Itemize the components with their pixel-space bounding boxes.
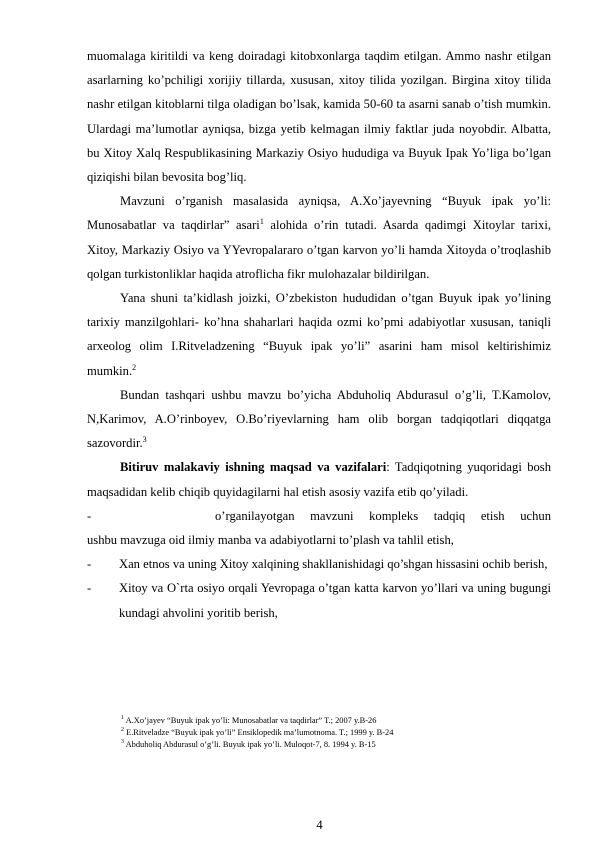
list-item <box>87 576 551 624</box>
footnote-text: Abduholiq Abdurasul o’g’li. Buyuk ipak yo’li. Muloqot-7, 8. 1994 y. B-15 <box>124 740 376 750</box>
footnote-1 <box>121 715 561 727</box>
paragraph-3 <box>87 286 551 383</box>
footnote-text: E.Ritveladze “Buyuk ipak yo’li” Ensiklopedik ma’lumotnoma. T.; 1999 y. B-24 <box>124 728 394 738</box>
paragraph-2-text-a: Mavzuni o’rganish masalasida ayniqsa, A.Xo’jayevning “Buyuk ipak yo’li: Munosabatlar va taqdirlar” asari <box>87 194 551 233</box>
paragraph-6-text-a: o’rganilayotgan mavzuni kompleks tadqiq etish uchun <box>215 508 551 523</box>
section-heading: Bitiruv malakaviy ishning maqsad va vazifalari <box>120 460 387 475</box>
paragraph-5 <box>87 455 551 503</box>
footnote-number: 3 <box>121 739 124 746</box>
footnote-number: 1 <box>121 715 124 722</box>
footnote-ref-2: 2 <box>132 362 137 372</box>
paragraph-2-text-b: alohida o’rin tutadi. Asarda qadimgi Xitoylar tarixi, Xitoy, Markaziy Osiyo va YYevropalararo o’tgan karvon yo’li hamda Xitoyda o’troqlashib qolgan turkistonliklar haqida atroflicha fikr mulohazalar bildirilgan. <box>87 218 551 281</box>
paragraph-6-text-b: ushbu mavzuga oid ilmiy manba va adabiyotlarni to’plash va tahlil etish, <box>87 533 454 548</box>
paragraph-4 <box>87 383 551 456</box>
page-body <box>87 44 551 625</box>
list-dash: - <box>87 508 92 523</box>
footnote-number: 2 <box>121 727 124 734</box>
list-item-text: Xitoy va O`rta osiyo orqali Yevropaga o’tgan katta karvon yo’llari va uning bugungi kundagi ahvolini yoritib berish, <box>119 581 551 620</box>
footnote-3 <box>121 739 561 751</box>
footnote-2 <box>121 727 561 739</box>
list-item-text: Xan etnos va uning Xitoy xalqining shakllanishidagi qo’shgan hissasini ochib berish, <box>119 557 548 572</box>
footnote-text: A.Xo’jayev “Buyuk ipak yo’li: Munosabatlar va taqdirlar” T.; 2007 y.B-26 <box>124 716 377 725</box>
page-number: 4 <box>316 818 323 832</box>
paragraph-1: muomalaga kiritildi va keng doiradagi kitobxonlarga taqdim etilgan. Ammo nashr etilgan asarlarning ko’pchiligi xorijiy tillarda, xususan, xitoy tilida yozilgan. Birgina xitoy tilida nashr etilgan kitoblarni tilga oladigan bo’lsak, kamida 50-60 ta asarni sanab o’tish mumkin. Ulardagi ma’lumotlar ayniqsa, bizga yetib kelmagan ilmiy faktlar juda noyobdir. Albatta, bu Xitoy Xalq Respublikasining Markaziy Osiyo hududiga va Buyuk Ipak Yo’liga bo’lgan qiziqishi bilan bevosita bog’liq. <box>87 49 551 185</box>
footnote-ref-3: 3 <box>142 435 147 445</box>
footnote-ref-1: 1 <box>259 217 264 227</box>
paragraph-6 <box>87 504 551 552</box>
list-dash: - <box>87 581 92 596</box>
paragraph-4-text: Bundan tashqari ushbu mavzu bo’yicha Abduholiq Abdurasul o’g’li, T.Kamolov, N,Karimov, A.O’rinboyev, O.Bo’riyevlarning ham olib borgan tadqiqotlari diqqatga sazovordir. <box>87 387 551 451</box>
footnotes <box>121 715 561 752</box>
paragraph-5-text: : Tadqiqotning yuqoridagi bosh maqsadidan kelib chiqib quyidagilarni hal etish asosiy vazifa etib qo’yiladi. <box>87 460 551 499</box>
list-dash: - <box>87 557 92 572</box>
list-item <box>87 552 551 576</box>
paragraph-3-text: Yana shuni ta’kidlash joizki, O’zbekiston hududidan o’tgan Buyuk ipak yo’lining tarixiy manzilgohlari- ko’hna shaharlari haqida ozmi ko’pmi adabiyotlar xususan, taniqli arxeolog olim I.Ritveladzening “Buyuk ipak yo’li” asarini ham misol keltirishimiz mumkin. <box>87 291 551 378</box>
paragraph-2 <box>87 189 551 286</box>
